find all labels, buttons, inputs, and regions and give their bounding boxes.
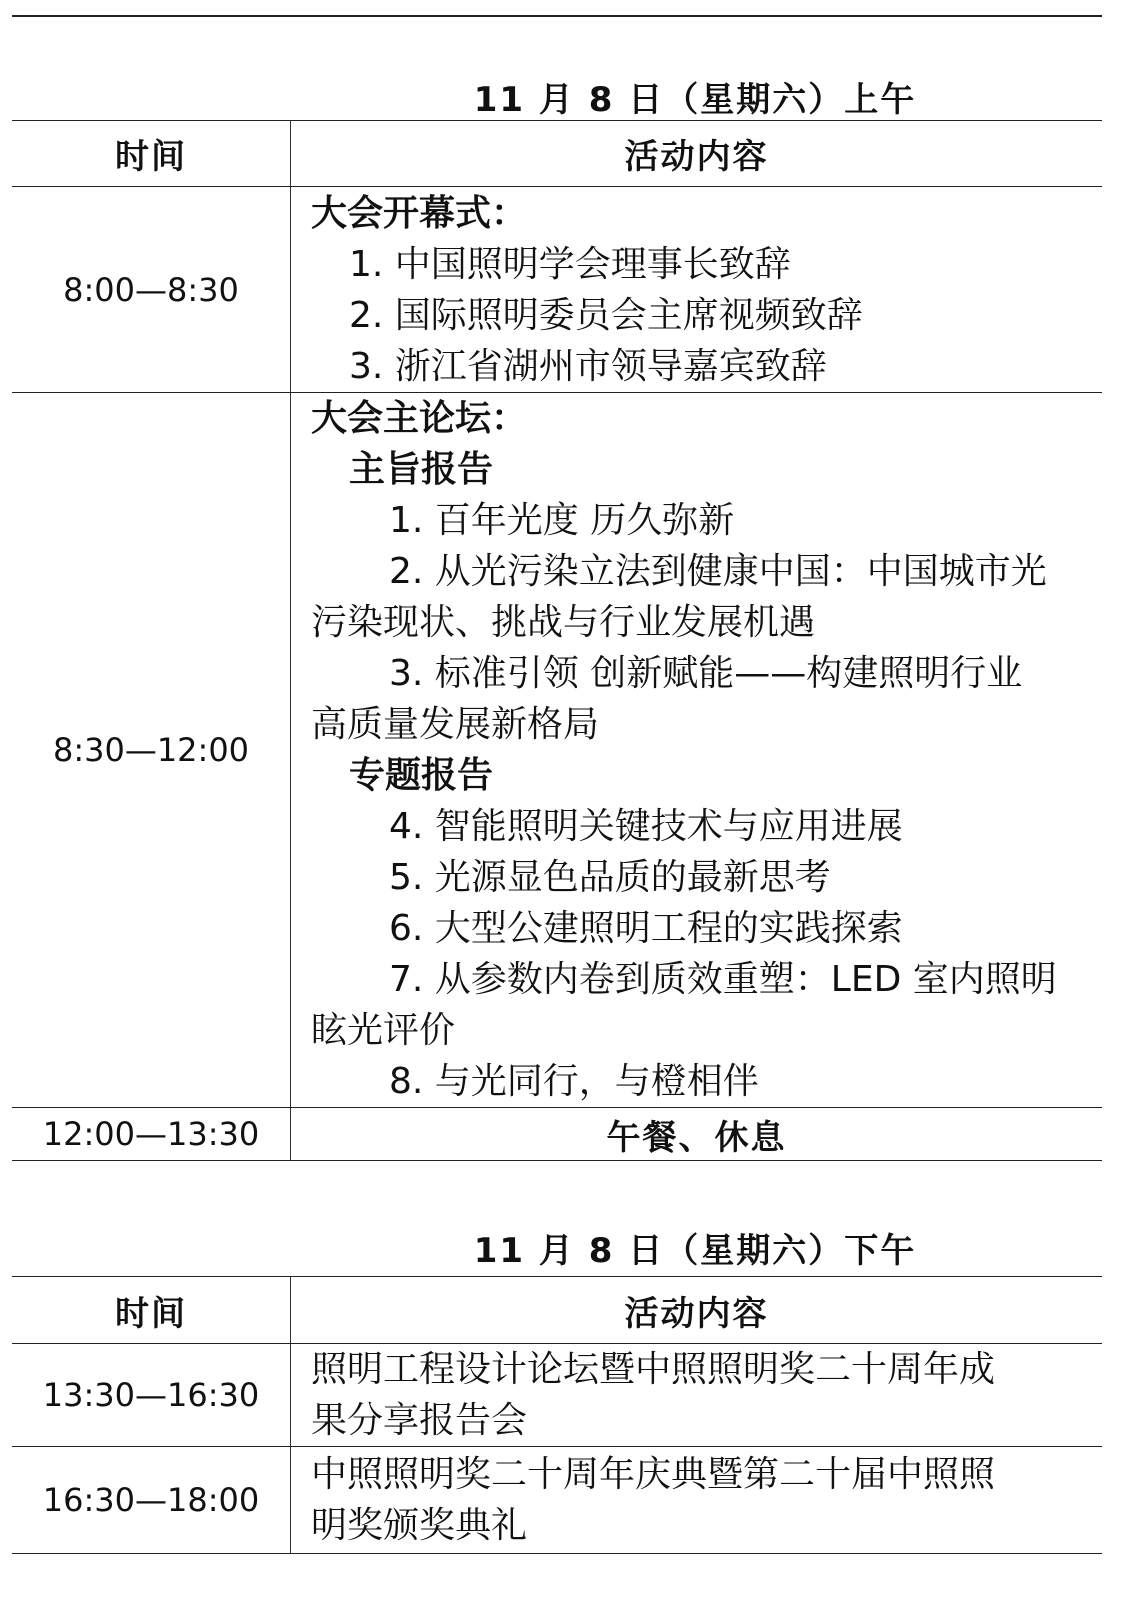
section-heading: 主旨报告 (349, 449, 494, 490)
agenda-line: 8. 与光同行，与橙相伴 (389, 1061, 759, 1102)
agenda-line: 4. 智能照明关键技术与应用进展 (389, 806, 903, 847)
afternoon-title: 11 月 8 日（星期六）下午 (473, 1231, 917, 1271)
section-heading: 大会主论坛： (311, 398, 528, 439)
agenda-line: 3. 标准引领 创新赋能——构建照明行业 (389, 653, 1023, 694)
top-rule (12, 15, 1102, 17)
agenda-line: 果分享报告会 (311, 1400, 528, 1441)
agenda-line: 污染现状、挑战与行业发展机遇 (311, 602, 816, 643)
table-row (12, 187, 1102, 393)
table-header-row (12, 1277, 1102, 1344)
agenda-line: 眩光评价 (311, 1010, 456, 1051)
morning-schedule-table (12, 120, 1102, 1161)
table-row (12, 1108, 1102, 1161)
agenda-line: 2. 从光污染立法到健康中国：中国城市光 (389, 551, 1047, 592)
row-time: 12:00—13:30 (12, 1108, 291, 1161)
table-row (12, 393, 1102, 1108)
section-heading: 大会开幕式： (311, 192, 528, 234)
table-row (12, 1344, 1102, 1447)
agenda-line: 明奖颁奖典礼 (311, 1505, 528, 1546)
row-time: 13:30—16:30 (12, 1344, 291, 1447)
row-time: 16:30—18:00 (12, 1447, 291, 1554)
agenda-line: 1. 百年光度 历久弥新 (389, 500, 735, 541)
agenda-line: 2. 国际照明委员会主席视频致辞 (349, 294, 863, 336)
agenda-line: 5. 光源显色品质的最新思考 (389, 857, 831, 898)
agenda-line: 1. 中国照明学会理事长致辞 (349, 243, 791, 285)
header-content: 活动内容 (291, 1277, 1103, 1344)
row-content (291, 393, 1103, 1108)
agenda-line: 3. 浙江省湖州市领导嘉宾致辞 (349, 345, 827, 387)
agenda-line: 高质量发展新格局 (311, 704, 600, 745)
afternoon-schedule-table (12, 1276, 1102, 1554)
row-time: 8:30—12:00 (12, 393, 291, 1108)
morning-title: 11 月 8 日（星期六）上午 (473, 80, 917, 120)
row-time: 8:00—8:30 (12, 187, 291, 393)
agenda-line: 照明工程设计论坛暨中照照明奖二十周年成 (311, 1349, 996, 1390)
header-time: 时间 (12, 1277, 291, 1344)
agenda-line: 中照照明奖二十周年庆典暨第二十届中照照 (311, 1454, 996, 1495)
header-content: 活动内容 (291, 121, 1103, 187)
header-time: 时间 (12, 121, 291, 187)
row-content (291, 1447, 1103, 1554)
row-content (291, 1344, 1103, 1447)
lunch-break: 午餐、休息 (291, 1108, 1103, 1161)
row-content (291, 187, 1103, 393)
section-heading: 专题报告 (349, 755, 494, 796)
table-header-row (12, 121, 1102, 187)
agenda-line: 7. 从参数内卷到质效重塑：LED 室内照明 (389, 959, 1057, 1000)
agenda-line: 6. 大型公建照明工程的实践探索 (389, 908, 903, 949)
table-row (12, 1447, 1102, 1554)
